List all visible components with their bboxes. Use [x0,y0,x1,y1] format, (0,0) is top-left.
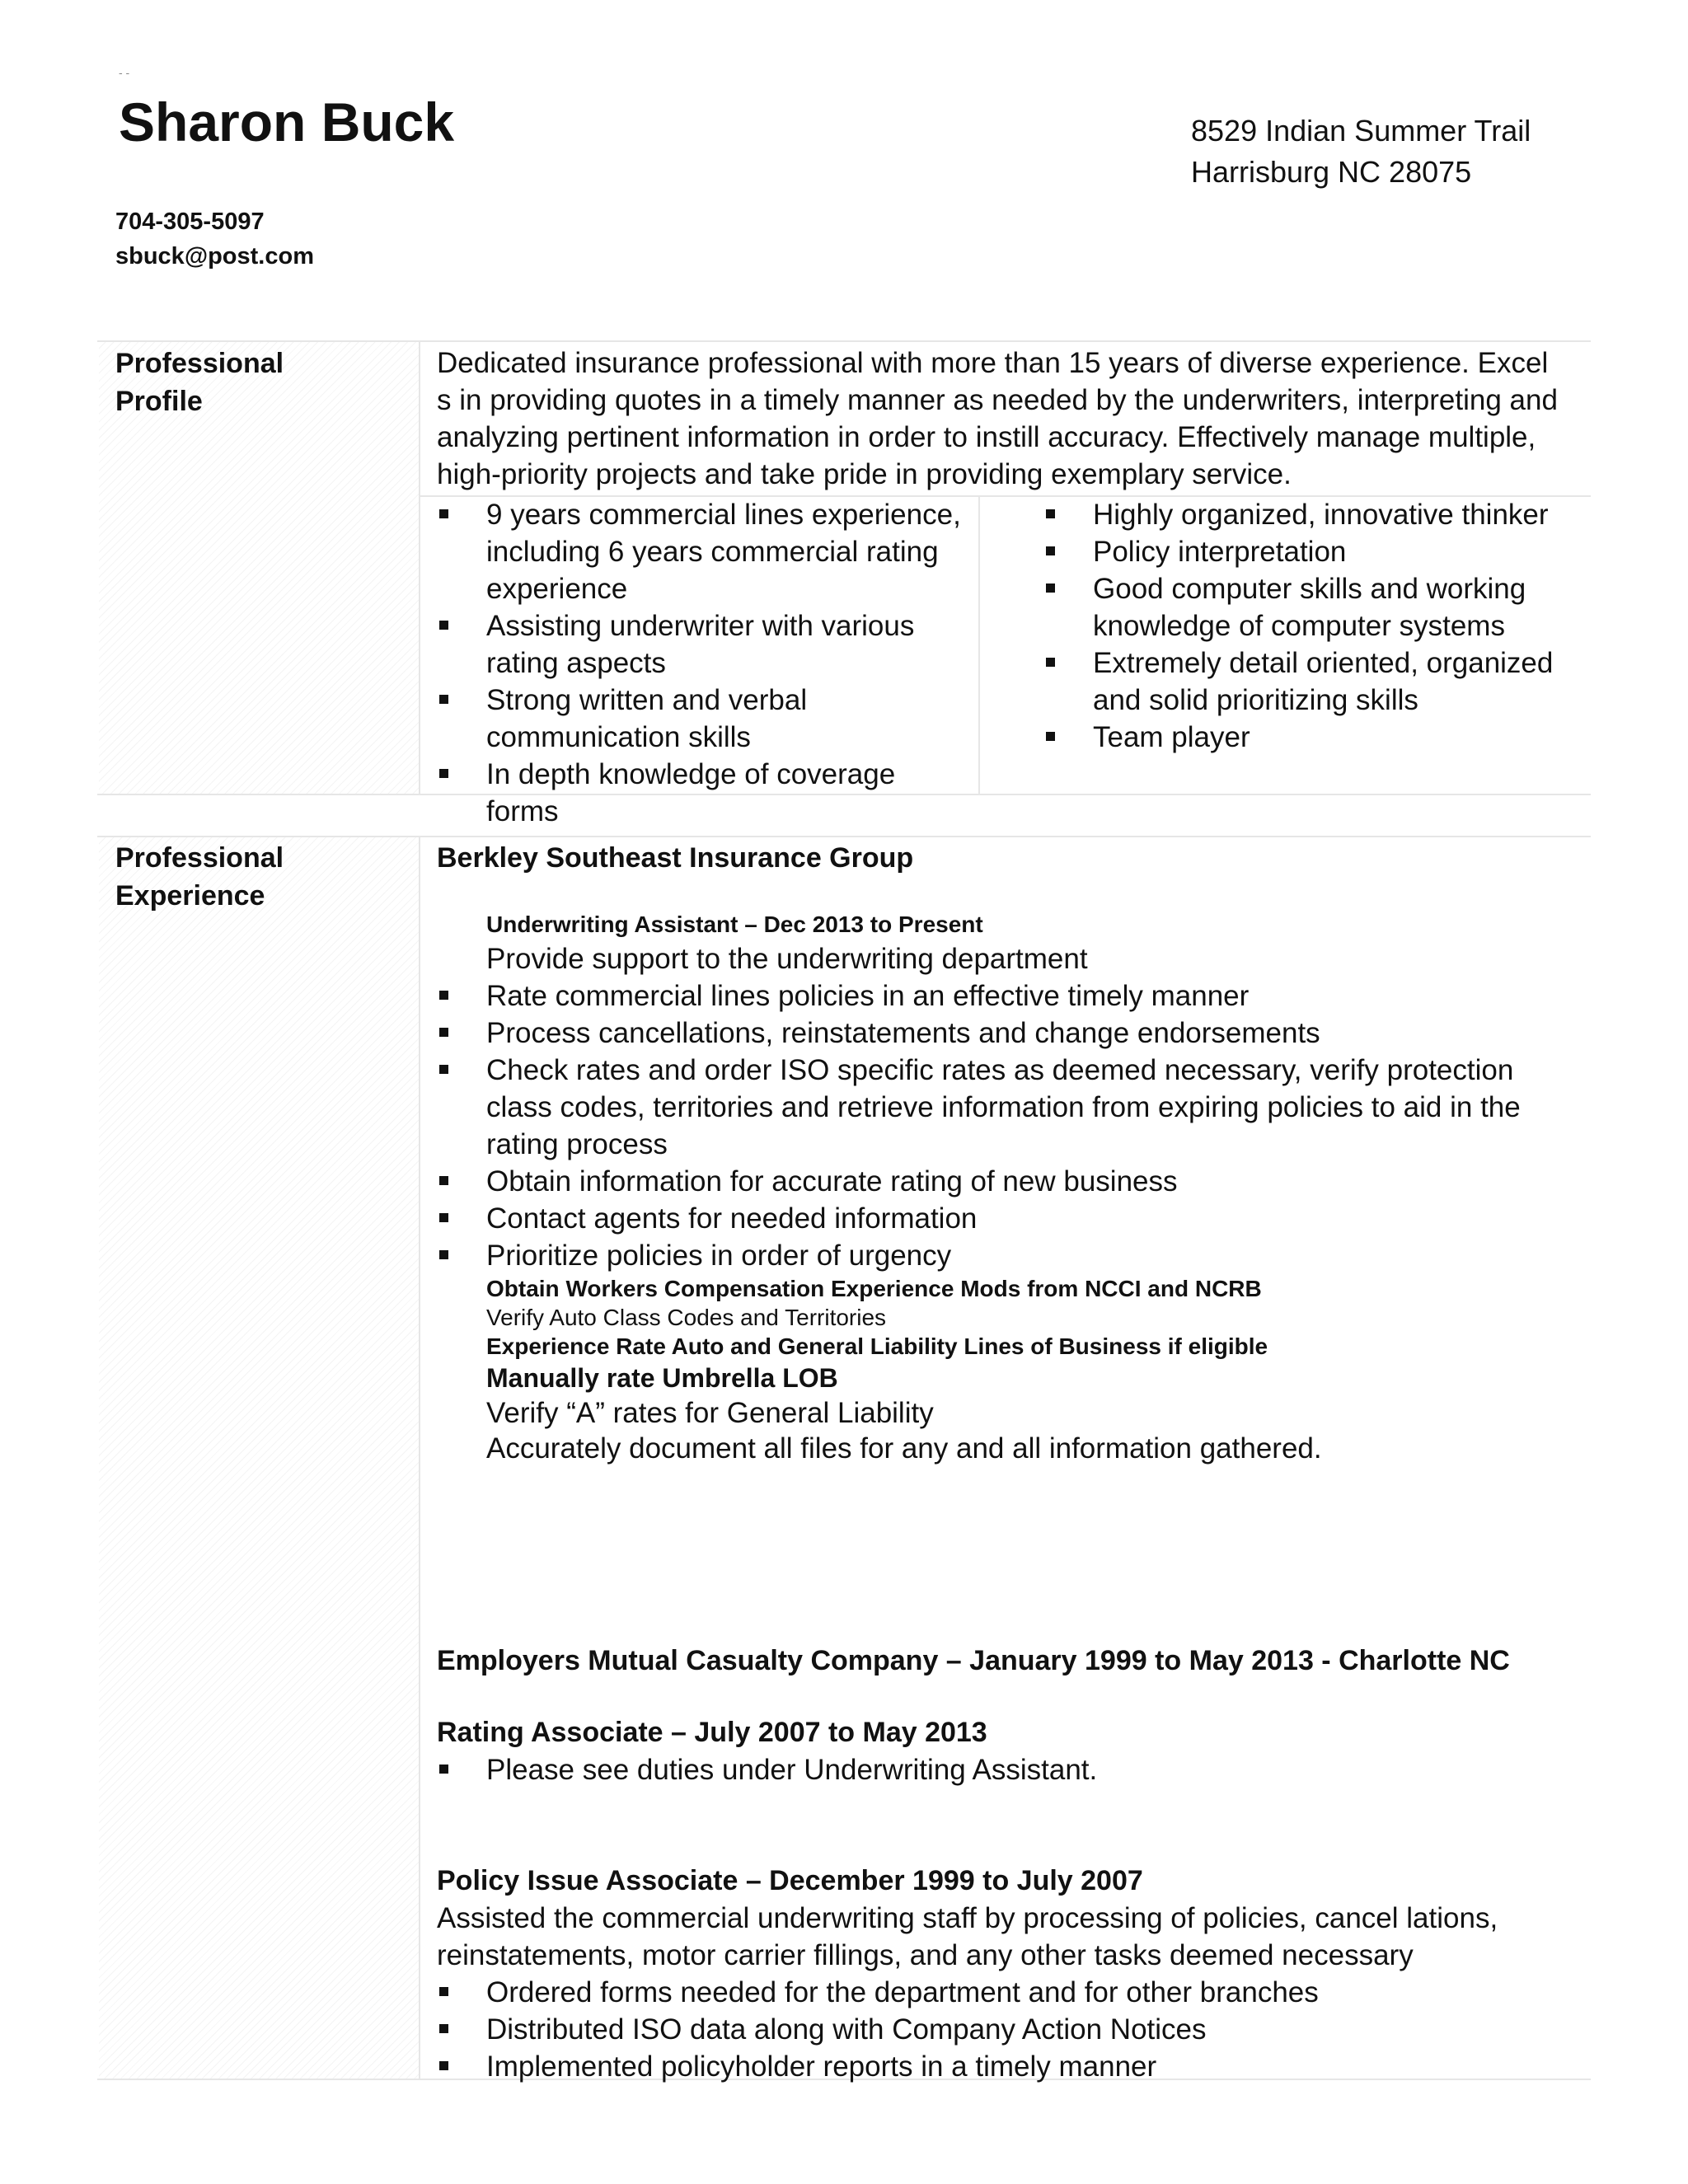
list-item: Distributed ISO data along with Company Action Notices [437,2011,1574,2048]
skills-list-left [437,496,964,830]
page-marker: - - [119,66,130,79]
address-line-1: 8529 Indian Summer Trail [1191,114,1531,148]
duty-line: Obtain Workers Compensation Experience Mods from NCCI and NCRB [486,1276,1262,1301]
job-title: Rating Associate – July 2007 to May 2013 [437,1717,987,1748]
company-name: Employers Mutual Casualty Company – January 1999 to May 2013 - Charlotte NC [437,1645,1510,1676]
skills-list-right [1043,496,1554,756]
duty-line: Verify Auto Class Codes and Territories [486,1305,887,1330]
list-item: In depth knowledge of coverage forms [437,756,964,830]
profile-summary: Dedicated insurance professional with more than 15 years of diverse experience. Excel s in providing quotes in a timely manner as needed by the underwriters, interpreting and analyzing pertinent information in order to instill accuracy. Effectively manage multiple, high-priority projects and take pride in providing exemplary service. [437,347,1558,490]
list-item: Strong written and verbal communication skills [437,682,964,756]
list-item: Obtain information for accurate rating of new business [437,1163,1574,1200]
list-item: Rate commercial lines policies in an effective timely manner [437,977,1574,1015]
profile-column-divider [419,341,420,794]
address-line-2: Harrisburg NC 28075 [1191,155,1472,189]
list-item: Ordered forms needed for the department and for other branches [437,1974,1574,2011]
duty-line: Accurately document all files for any and all information gathered. [486,1432,1322,1465]
list-item: Please see duties under Underwriting Assistant. [437,1751,1574,1788]
duty-line: Experience Rate Auto and General Liability Lines of Business if eligible [486,1333,1268,1359]
experience-top-rule [97,836,1591,837]
duty-line: Manually rate Umbrella LOB [486,1363,838,1393]
address-block [1191,110,1531,193]
list-item: Extremely detail oriented, organized and solid prioritizing skills [1043,644,1554,719]
job-title: Policy Issue Associate – December 1999 to July 2007 [437,1865,1143,1896]
skills-column-divider [978,496,980,794]
email-address: sbuck@post.com [115,243,314,269]
duty-line: Verify “A” rates for General Liability [486,1397,934,1429]
profile-top-rule [97,340,1591,342]
list-item: Assisting underwriter with various rating aspects [437,607,964,682]
profile-section-label: Professional Profile [115,348,284,417]
job-intro: Assisted the commercial underwriting staff by processing of policies, cancel lations, reinstatements, motor carrier fillings, and any other tasks deemed necessary [437,1902,1498,1971]
list-item: Process cancellations, reinstatements and change endorsements [437,1015,1574,1052]
phone-number: 704-305-5097 [115,209,265,235]
job-title: Underwriting Assistant – Dec 2013 to Present [486,912,983,937]
list-item: Implemented policyholder reports in a timely manner [437,2048,1574,2085]
list-item: Team player [1043,719,1554,756]
job-intro: Provide support to the underwriting department [486,943,1088,975]
experience-section-label: Professional Experience [115,842,284,912]
list-item: 9 years commercial lines experience, including 6 years commercial rating experience [437,496,964,607]
list-item: Policy interpretation [1043,533,1554,570]
contact-block [115,204,314,274]
job-3-details [437,1974,1574,2085]
company-name: Berkley Southeast Insurance Group [437,842,914,874]
job-2-details [437,1751,1574,1788]
list-item: Highly organized, innovative thinker [1043,496,1554,533]
job-1-details [437,910,1574,1466]
experience-label-background [99,837,420,2079]
experience-column-divider [419,837,420,2079]
candidate-name: Sharon Buck [119,91,455,152]
list-item: Contact agents for needed information [437,1200,1574,1237]
list-item: Good computer skills and working knowledge of computer systems [1043,570,1554,644]
list-item: Prioritize policies in order of urgency [437,1237,1574,1274]
list-item: Check rates and order ISO specific rates as deemed necessary, verify protection class codes, territories and retrieve information from expiring policies to aid in the rating process [437,1052,1574,1163]
